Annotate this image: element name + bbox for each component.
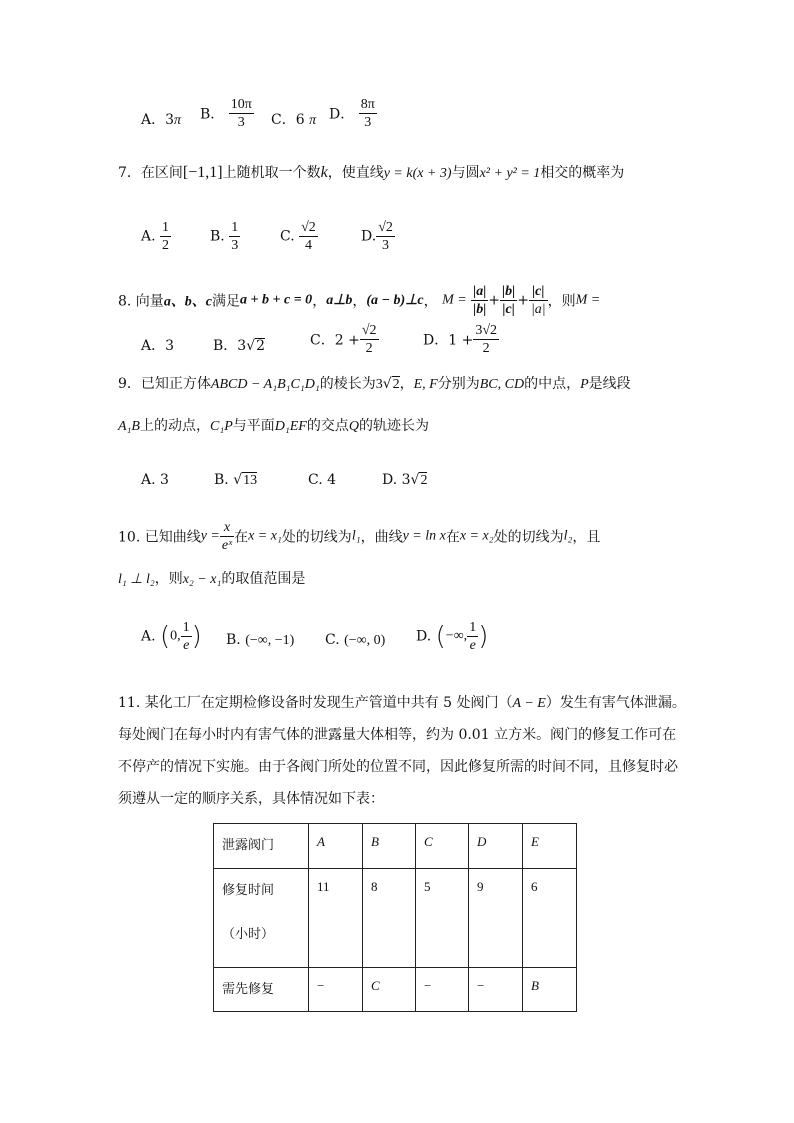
q11-stem-line1: 11. 某化工厂在定期检修设备时发现生产管道中共有 5 处阀门（A − E）发生有害气体泄漏。 bbox=[118, 695, 686, 711]
q6-option-a: A．3π bbox=[141, 112, 182, 128]
q11-stem-line4: 须遵从一定的顺序关系，具体情况如下表： bbox=[118, 791, 384, 807]
header-cell-d: D bbox=[469, 824, 523, 869]
header-cell-b: B bbox=[363, 824, 416, 869]
q10-option-d: D. (−∞, $\frac{1}{e}$ ) bbox=[416, 620, 489, 653]
prereq-cell-b: C bbox=[363, 968, 416, 1012]
q9-option-c: C. 4 bbox=[308, 472, 337, 488]
prereq-label-cell: 需先修复 bbox=[214, 968, 309, 1012]
q10-option-b: B. (−∞, −1) bbox=[226, 632, 295, 648]
prereq-cell-d: − bbox=[469, 968, 523, 1012]
header-cell-label: 泄露阀门 bbox=[214, 824, 309, 869]
q11-stem-line2: 每处阀门在每小时内有害气体的泄露量大体相等，约为 0.01 立方米。阀门的修复工作可在 bbox=[118, 727, 677, 743]
time-cell-d: 9 bbox=[469, 869, 523, 968]
q7-option-d: D. $\frac{√2}{3}$ bbox=[361, 220, 393, 253]
table-row-time bbox=[214, 869, 577, 968]
header-cell-a: A bbox=[309, 824, 363, 869]
time-cell-c: 5 bbox=[416, 869, 469, 968]
q9-stem-line2: A₁B上的动点，C₁P与平面D₁EF的交点Q的轨迹长为 bbox=[118, 418, 429, 434]
q8-option-c: C．2 + $\frac{√2}{2}$ bbox=[310, 323, 377, 356]
q9-stem-line1: 9．已知正方体ABCD − A₁B₁C₁D₁的棱长为3√2，E, F分别为BC, CD的中点，P是线段 bbox=[118, 376, 631, 392]
q8-option-a: A．3 bbox=[141, 338, 175, 354]
q8-stem: 8. 向量a、b、c满足a + b + c = 0，a⊥b，(a − b)⊥c， M = $\frac{|a|}{|b|}$ + $\frac{|b|}{|c|}$ + $\frac{|c|}{|a|}$ ，则M = bbox=[118, 284, 601, 317]
q9-option-d: D. 3√2 bbox=[382, 472, 428, 488]
q10-stem-line2: l₁ ⊥ l₂，则x₂ − x₁的取值范围是 bbox=[118, 571, 306, 587]
table-header-row bbox=[214, 824, 577, 869]
q10-option-a: A. (0, $\frac{1}{e}$ ) bbox=[141, 620, 202, 653]
q7-stem: 7．在区间[−1,1]上随机取一个数k，使直线y = k(x + 3)与圆x² + y² = 1相交的概率为 bbox=[118, 164, 625, 181]
prereq-cell-a: − bbox=[309, 968, 363, 1012]
time-cell-b: 8 bbox=[363, 869, 416, 968]
q9-option-b: B. √13 bbox=[214, 472, 258, 488]
prereq-cell-e: B bbox=[523, 968, 577, 1012]
q7-option-c: C. $\frac{√2}{4}$ bbox=[280, 220, 316, 253]
valve-table bbox=[213, 823, 577, 1012]
header-cell-c: C bbox=[416, 824, 469, 869]
q6-option-b: B． $\frac{10\pi}{3}$ bbox=[200, 97, 252, 130]
time-label-cell: 修复时间 （小时） bbox=[214, 869, 309, 968]
q9-option-a: A. 3 bbox=[141, 472, 169, 488]
q8-option-b: B．3√2 bbox=[213, 338, 266, 354]
q10-option-c: C. (−∞, 0) bbox=[325, 632, 386, 648]
q7-option-b: B. $\frac{1}{3}$ bbox=[210, 220, 239, 253]
header-cell-e: E bbox=[523, 824, 577, 869]
q6-option-c: C．6 π bbox=[271, 112, 317, 128]
time-cell-a: 11 bbox=[309, 869, 363, 968]
q8-option-d: D．1 + $\frac{3√2}{2}$ bbox=[423, 323, 497, 356]
time-cell-e: 6 bbox=[523, 869, 577, 968]
q7-option-a: A. $\frac{1}{2}$ bbox=[141, 220, 170, 253]
prereq-cell-c: − bbox=[416, 968, 469, 1012]
table-row-prereq bbox=[214, 968, 577, 1012]
q10-stem-line1: 10. 已知曲线y = $\frac{x}{\text{eˣ}}$ 在x = x₁处的切线为l₁，曲线y = ln x在x = x₂处的切线为l₂，且 bbox=[118, 520, 601, 553]
q11-stem-line3: 不停产的情况下实施。由于各阀门所处的位置不同，因此修复所需的时间不同，且修复时必 bbox=[118, 759, 678, 775]
q6-option-d: D． $\frac{8\pi}{3}$ bbox=[329, 97, 375, 130]
